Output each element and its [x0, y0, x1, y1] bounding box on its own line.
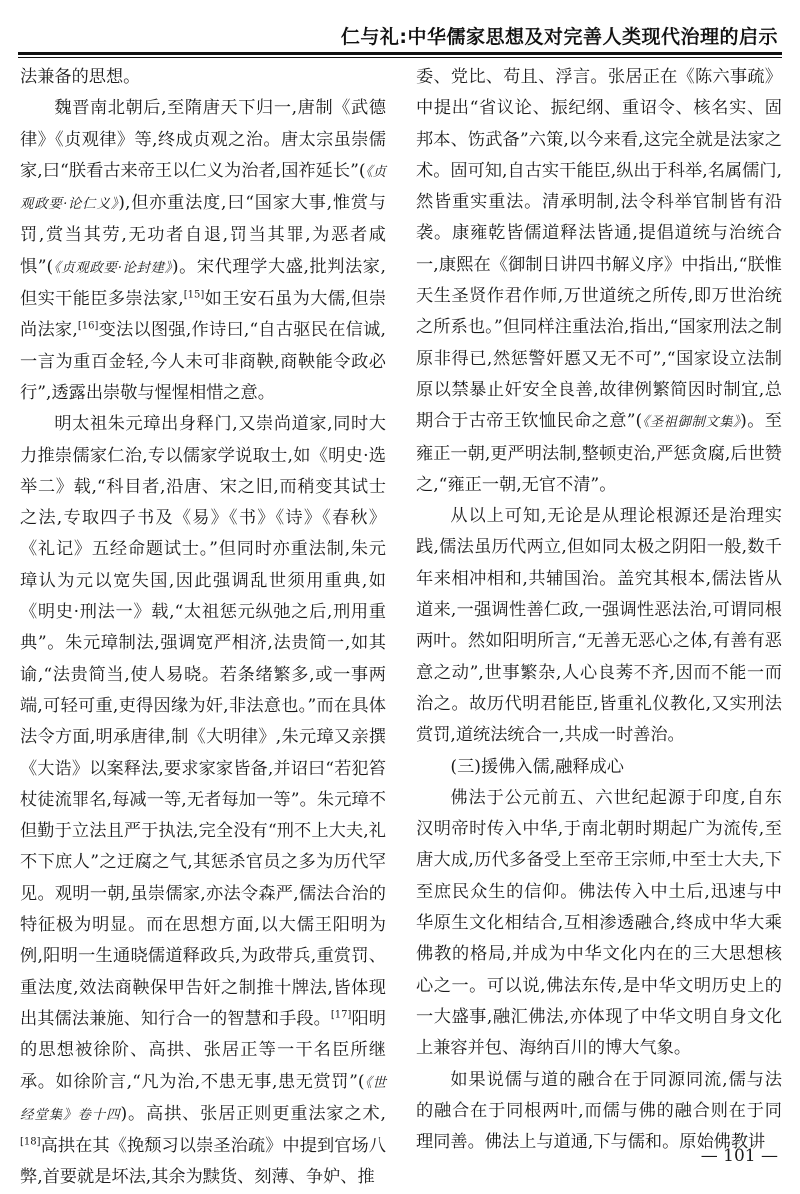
header-rule-thin [18, 57, 782, 58]
journal-article-title: 仁与礼:中华儒家思想及对完善人类现代治理的启示 [340, 26, 778, 48]
source-citation: 《圣祖御制文集》 [642, 414, 741, 431]
source-citation: 《世经堂集》卷十四 [20, 1074, 386, 1123]
text-span: 佛法于公元前五、六世纪起源于印度,自东汉明帝时传入中华,于南北朝时期起广为流传,至唐大成,历代多备受上至帝王宗师,中至士大夫,下至庶民众生的信仰。佛法传入中土后,迅速与中华原生文化相结合,互相渗透融合,终成中华大乘佛教的格局,并成为中华文化内在的三大思想核心之一。可以说,佛法东传,是中华文明历史上的一大盛事,融汇佛法,亦体现了中华文明自身文化上兼容并包、海纳百川的博大气象。 [416, 787, 782, 1059]
text-span: )。高拱、张居正则更重法家之术, [120, 1103, 387, 1124]
section-heading [416, 752, 782, 783]
text-span: (三)援佛入儒,融释成心 [450, 756, 624, 777]
source-citation: 《贞观政要·论仁义》 [20, 163, 386, 213]
right-text-column [416, 62, 782, 1158]
text-span: 如果说儒与道的融合在于同源同流,儒与法的融合在于同根两叶,而儒与佛的融合则在于同理同善。佛法上与道通,下与儒和。原始佛教讲 [416, 1069, 782, 1153]
page-number: — 101 — [700, 1146, 778, 1166]
text-span: 法兼备的思想。 [20, 67, 141, 87]
text-span: 委、党比、苟且、浮言。张居正在《陈六事疏》中提出“省议论、振纪纲、重诏令、核名实、固邦本、饬武备”六策,以今来看,这完全就是法家之术。固可知,自古实干能臣,纵出于科举,名属儒门,然皆重实重法。清承明制,法令科举官制皆有沿袭。康雍乾皆儒道释法皆通,提倡道统与治统合一,康熙在《御制日讲四书解义序》中指出,“朕惟天生圣贤作君作师,万世道统之所传,即万世治统之所系也。”但同样注重法治,指出,“国家刑法之制原非得已,然惩警奸慝又无不可”,“国家设立法制原以禁暴止奸安全良善,故律例繁简因时制宜,总期合于古帝王钦恤民命之意”( [416, 67, 782, 432]
text-span: 高拱在其《挽颓习以崇圣治疏》中提到官场八弊,首要就是坏法,其余为黩货、刻薄、争妒、推 [20, 1136, 386, 1188]
text-span: 如王安石虽为大儒,但崇尚法家, [20, 289, 387, 341]
citation-ref: [16] [77, 320, 99, 332]
header-rule-thick [18, 52, 782, 55]
text-span: )。宋代理学大盛,批判法家,但实干能臣多崇法家, [20, 256, 386, 310]
left-text-column [20, 62, 386, 1194]
paragraph [416, 62, 782, 501]
text-span: 从以上可知,无论是从理论根源还是治理实践,儒法虽历代两立,但如同太极之阴阳一般,数千年来相冲相和,共辅国治。盖究其根本,儒法皆从道来,一强调性善仁政,一强调性恶法治,可谓同根两叶。然如阳明所言,“无善无恶心之体,有善有恶意之动”,世事繁杂,人心良莠不齐,因而不能一而治之。故历代明君能臣,皆重礼仪教化,又实刑法赏罚,道统法统合一,共成一时善治。 [416, 506, 782, 746]
text-span: 变法以图强,作诗曰,“自古驱民在信诚,一言为重百金轻,今人未可非商鞅,商鞅能令政必行”,透露出崇敬与惺惺相惜之意。 [20, 320, 386, 403]
paragraph [416, 501, 782, 751]
source-citation: 《贞观政要·论封建》 [53, 259, 172, 276]
paragraph [20, 409, 386, 1193]
text-span: 魏晋南北朝后,至隋唐天下归一,唐制《武德律》《贞观律》等,终成贞观之治。唐太宗虽崇儒家,曰“朕看古来帝王以仁义为治者,国祚延长”( [20, 98, 386, 181]
citation-ref: [18] [20, 1136, 41, 1148]
text-span: 阳明的思想被徐阶、高拱、张居正等一干名臣所继承。如徐阶言,“凡为治,不患无事,患无赏罚”( [20, 1008, 386, 1092]
citation-ref: [17] [330, 1009, 352, 1021]
paragraph [20, 93, 386, 409]
paragraph [416, 783, 782, 1065]
text-span: 明太祖朱元璋出身释门,又崇尚道家,同时大力推崇儒家仁治,专以儒家学说取士,如《明史·选举二》载,“科目者,沿唐、宋之旧,而稍变其试士之法,专取四子书及《易》《书》《诗》《春秋》《礼记》五经命题试士。”但同时亦重法制,朱元璋认为元以宽失国,因此强调乱世须用重典,如《明史·刑法一》载,“太祖惩元纵弛之后,刑用重典”。朱元璋制法,强调宽严相济,法贵简一,如其谕,“法贵简当,使人易晓。若条绪繁多,或一事两端,可轻可重,吏得因缘为奸,非法意也。”而在具体法令方面,明承唐律,制《大明律》,朱元璋又亲撰《大诰》以案释法,要求家家皆备,并诏曰“若犯笞杖徒流罪名,每减一等,无者每加一等”。朱元璋不但勤于立法且严于执法,完全没有“刑不上大夫,礼不下庶人”之迂腐之气,其惩杀官员之多为历代罕见。观明一朝,虽崇儒家,亦法令森严,儒法合治的特征极为明显。而在思想方面,以大儒王阳明为例,阳明一生通晓儒道释政兵,为政带兵,重赏罚、重法度,效法商鞅保甲告奸之制推十牌法,皆体现出其儒法兼施、知行合一的智慧和手段。 [20, 414, 386, 1029]
text-span: )。至雍正一朝,更严明法制,整顿吏治,严惩贪腐,后世赞之,“雍正一朝,无官不清”。 [416, 411, 782, 495]
running-header [0, 0, 800, 58]
text-span: ),但亦重法度,曰“国家大事,惟赏与罚,赏当其劳,无功者自退,罚当其罪,为恶者咸惧”( [20, 193, 386, 277]
paragraph [20, 62, 386, 93]
paragraph [416, 1065, 782, 1159]
citation-ref: [15] [183, 289, 205, 301]
